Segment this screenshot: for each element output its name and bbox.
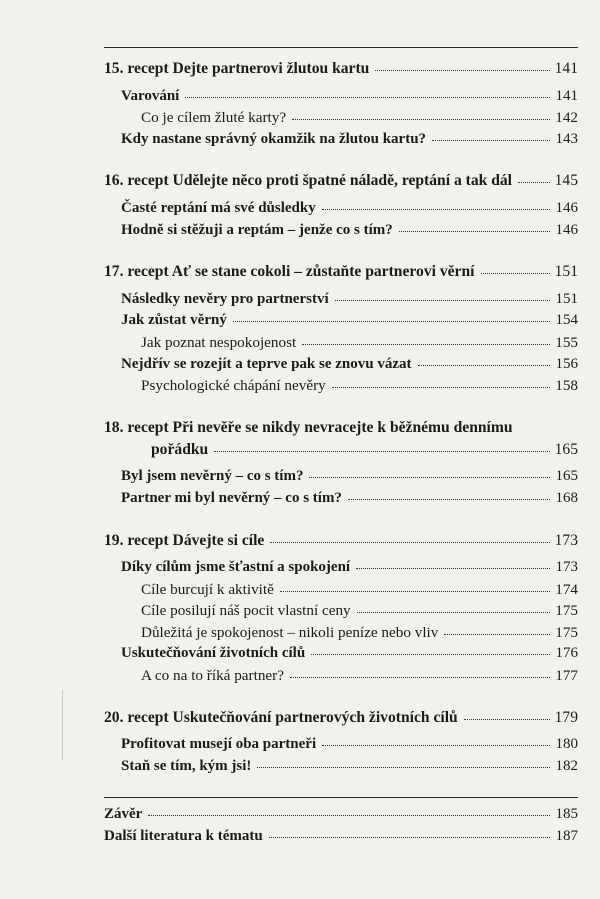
toc-entry-label: Nejdřív se rozejít a teprve pak se znovu vázat <box>121 355 412 372</box>
leader-dots <box>270 541 550 543</box>
toc-chapter-16[interactable] <box>104 170 578 192</box>
closing-divider <box>104 797 578 798</box>
toc-page-number: 142 <box>555 109 578 127</box>
toc-entry[interactable] <box>104 622 578 644</box>
toc-entry-label: Staň se tím, kým jsi! <box>121 757 252 774</box>
leader-dots <box>214 450 550 452</box>
toc-entry[interactable] <box>104 579 578 601</box>
toc-entry[interactable] <box>104 375 578 397</box>
toc-entry[interactable] <box>104 354 578 376</box>
leader-dots <box>148 814 550 816</box>
leader-dots <box>322 744 550 746</box>
toc-page-number: 165 <box>554 440 578 458</box>
toc-page-number: 146 <box>555 199 578 216</box>
toc-entry-label: Následky nevěry pro partnerství <box>121 290 329 307</box>
toc-page-number: 154 <box>555 312 578 329</box>
toc-entry[interactable] <box>104 289 578 311</box>
toc-entry-label: A co na to říká partner? <box>141 667 284 685</box>
leader-dots <box>481 272 551 274</box>
leader-dots <box>348 498 550 500</box>
toc-chapter-17[interactable] <box>104 261 578 283</box>
toc-entry-label: Byl jsem nevěrný – co s tím? <box>121 468 304 485</box>
leader-dots <box>280 590 550 592</box>
toc-page-number: 182 <box>555 757 578 774</box>
toc-chapter-title: 15. recept Dejte partnerovi žlutou kartu <box>104 60 370 77</box>
toc-page-number: 168 <box>555 489 578 506</box>
toc-page-number: 174 <box>555 580 578 598</box>
toc-page-number: 141 <box>555 87 578 104</box>
leader-dots <box>357 611 550 613</box>
toc-chapter-title: 20. recept Uskutečňování partnerových životních cílů <box>104 708 458 726</box>
toc-entry-label: Partner mi byl nevěrný – co s tím? <box>121 489 342 506</box>
leader-dots <box>290 676 550 678</box>
toc-entry-label: Profitovat musejí oba partneři <box>121 736 317 753</box>
toc-page-number: 145 <box>554 172 578 190</box>
toc-entry[interactable] <box>104 466 578 488</box>
toc-entry-label: Co je cílem žluté karty? <box>141 109 287 127</box>
toc-page-number: 158 <box>555 377 578 395</box>
toc-entry-label: Jak zůstat věrný <box>121 312 227 329</box>
toc-page-number: 177 <box>555 667 578 685</box>
toc-entry-label: Časté reptání má své důsledky <box>121 199 316 216</box>
toc-chapter-title: 18. recept Při nevěře se nikdy nevracejte k běžnému dennímu <box>104 418 513 436</box>
toc-page-number: 141 <box>554 60 578 77</box>
toc-entry-label: Díky cílům jsme šťastní a spokojení <box>121 559 351 576</box>
toc-page-number: 175 <box>555 623 578 641</box>
leader-dots <box>464 718 550 720</box>
toc-entry-label: Cíle posilují náš pocit vlastní ceny <box>141 602 351 620</box>
toc-entry-label: Cíle burcují k aktivitě <box>141 580 274 598</box>
toc-page-number: 179 <box>554 708 578 726</box>
leader-dots <box>292 118 550 120</box>
leader-dots <box>335 299 550 301</box>
toc-chapter-title-continued: pořádku <box>151 440 209 458</box>
toc-entry-label: Varování <box>121 87 180 104</box>
toc-entry[interactable] <box>104 332 578 354</box>
toc-chapter-20[interactable] <box>104 707 578 729</box>
leader-dots <box>322 208 550 210</box>
leader-dots <box>233 320 550 322</box>
toc-entry-label: Další literatura k tématu <box>104 828 263 845</box>
leader-dots <box>356 567 550 569</box>
toc-entry-label: Psychologické chápání nevěry <box>141 377 326 395</box>
leader-dots <box>269 836 550 838</box>
toc-chapter-18[interactable] <box>104 417 578 439</box>
toc-chapter-title: 17. recept Ať se stane cokoli – zůstaňte partnerovi věrní <box>104 263 475 281</box>
leader-dots <box>332 386 550 388</box>
toc-page-number: 155 <box>555 333 578 351</box>
top-rule <box>104 47 578 48</box>
toc-page-number: 185 <box>555 806 578 823</box>
toc-page-number: 151 <box>554 263 578 281</box>
toc-entry-label: Kdy nastane správný okamžik na žlutou kartu? <box>121 130 427 147</box>
toc-page-number: 156 <box>555 355 578 372</box>
leader-dots <box>432 139 550 141</box>
toc-page-number: 173 <box>554 531 578 549</box>
leader-dots <box>399 230 550 232</box>
toc-entry[interactable] <box>104 129 578 151</box>
toc-entry[interactable] <box>104 665 578 687</box>
toc-page-number: 180 <box>555 736 578 753</box>
toc-page-number: 143 <box>555 130 578 147</box>
toc-entry[interactable] <box>104 643 578 665</box>
toc-page-number: 176 <box>555 645 578 662</box>
leader-dots <box>311 653 550 655</box>
toc-page-number: 151 <box>555 290 578 307</box>
toc-closing-entry[interactable] <box>104 804 578 826</box>
toc-chapter-15[interactable] <box>104 58 578 80</box>
toc-page-number: 146 <box>555 221 578 238</box>
leader-dots <box>309 476 550 478</box>
toc-closing-entry[interactable] <box>104 826 578 848</box>
toc-entry[interactable] <box>104 756 578 778</box>
leader-dots <box>302 343 550 345</box>
leader-dots <box>185 96 550 98</box>
toc-entry[interactable] <box>104 310 578 332</box>
toc-entry[interactable] <box>104 86 578 108</box>
toc-entry-label: Závěr <box>104 806 143 823</box>
toc-page-number: 173 <box>555 559 578 576</box>
toc-entry[interactable] <box>104 557 578 579</box>
toc-entry[interactable] <box>104 488 578 510</box>
toc-chapter-title: 19. recept Dávejte si cíle <box>104 531 265 549</box>
toc-entry-label: Jak poznat nespokojenost <box>141 333 297 351</box>
toc-page-number: 165 <box>555 468 578 485</box>
toc-chapter-title: 16. recept Udělejte něco proti špatné náladě, reptání a tak dál <box>104 172 513 190</box>
toc-entry[interactable] <box>104 107 578 129</box>
toc-entry[interactable] <box>104 600 578 622</box>
leader-dots <box>257 766 550 768</box>
toc-entry-label: Důležitá je spokojenost – nikoli peníze nebo vliv <box>141 623 439 641</box>
table-of-contents <box>104 58 578 848</box>
leader-dots <box>518 181 550 183</box>
toc-page-number: 175 <box>555 602 578 620</box>
toc-entry[interactable] <box>104 198 578 220</box>
leader-dots <box>444 633 550 635</box>
toc-chapter-18-continued[interactable] <box>104 439 578 461</box>
toc-entry[interactable] <box>104 734 578 756</box>
toc-entry[interactable] <box>104 220 578 242</box>
toc-entry-label: Uskutečňování životních cílů <box>121 645 306 662</box>
margin-scratch <box>62 690 63 760</box>
toc-entry-label: Hodně si stěžuji a reptám – jenže co s tím? <box>121 221 393 238</box>
leader-dots <box>375 69 550 71</box>
toc-page-number: 187 <box>555 828 578 845</box>
toc-chapter-19[interactable] <box>104 530 578 552</box>
leader-dots <box>418 364 551 366</box>
